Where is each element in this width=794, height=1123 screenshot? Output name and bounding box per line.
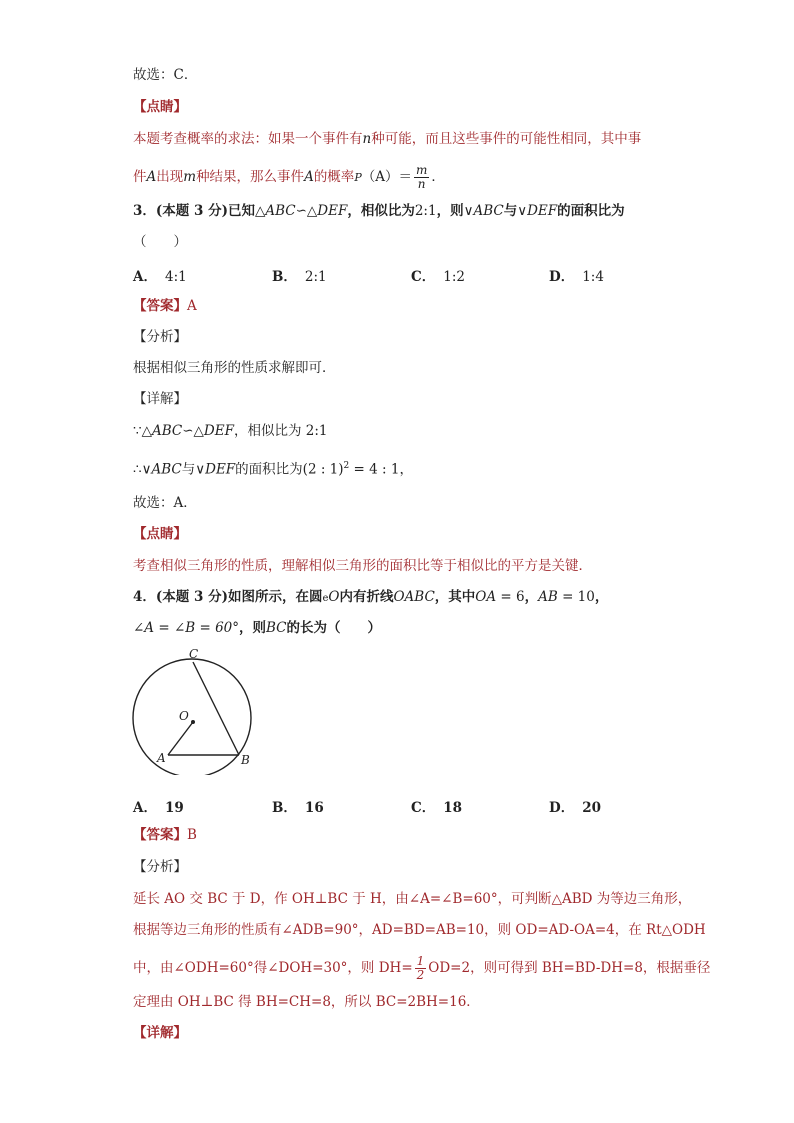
q4-fenxi-3: 中，由∠ODH=60°得∠DOH=30°，则 DH= $\frac{1}{2}$ OD=2，则可得到 BH=BD-DH=8，根据垂径 — [133, 954, 711, 982]
q4-fenxi-tag: 【分析】 — [133, 859, 187, 875]
q4-answer: 【答案】B — [133, 827, 197, 843]
q4-option-d: D． 20 — [549, 800, 602, 816]
q4-stem-1: 4．(本题 3 分)如图所示，在圆eO内有折线OABC，其中OA = 6，AB = 10， — [133, 589, 609, 605]
q3-stem: 3．(本题 3 分)已知△ABC∽△DEF，相似比为2:1，则∨ABC与∨DEF的面积比为 — [133, 203, 625, 219]
circle-figure — [125, 640, 265, 775]
q3-detail-1: ∵△ABC∽△DEF，相似比为 2:1 — [133, 423, 328, 439]
half-fraction: $\frac{1}{2}$ — [416, 954, 425, 982]
q3-option-d: D． 1:4 — [549, 269, 604, 285]
q3-dianjing: 考查相似三角形的性质，理解相似三角形的面积比等于相似比的平方是关键． — [133, 558, 592, 574]
q4-stem-2: ∠A = ∠B = 60°，则BC的长为（ ） — [133, 620, 382, 636]
q3-answer: 【答案】A — [133, 298, 197, 314]
dianjing-line-2: 件A出现m种结果，那么事件A的概率P（A）＝ $\frac{m}{n}$ ． — [133, 163, 445, 191]
dianjing-line-1: 本题考查概率的求法：如果一个事件有n种可能，而且这些事件的可能性相同，其中事 — [133, 131, 642, 147]
label-c: C — [189, 647, 199, 661]
q4-fenxi-2: 根据等边三角形的性质有∠ADB=90°，AD=BD=AB=10，则 OD=AD-OA=4，在 Rt△ODH — [133, 922, 706, 938]
q3-xiangjie-tag: 【详解】 — [133, 391, 187, 407]
label-b: B — [241, 753, 250, 767]
q3-option-a: A． 4:1 — [133, 269, 187, 285]
q3-detail-2: ∴∨ABC与∨DEF的面积比为(2 : 1)$^2$ = 4 : 1， — [133, 461, 413, 478]
q3-fenxi: 根据相似三角形的性质求解即可． — [133, 360, 336, 376]
label-o: O — [179, 709, 189, 723]
q4-fenxi-1: 延长 AO 交 BC 于 D，作 OH⊥BC 于 H，由∠A=∠B=60°，可判断△ABD 为等边三角形， — [133, 891, 692, 907]
q3-option-b: B． 2:1 — [272, 269, 327, 285]
q3-fenxi-tag: 【分析】 — [133, 329, 187, 345]
q3-paren: （ ） — [133, 234, 187, 250]
q3-choice: 故选：A． — [133, 495, 197, 511]
q4-xiangjie-tag: 【详解】 — [133, 1025, 187, 1041]
q3-dianjing-tag: 【点睛】 — [133, 526, 187, 542]
circle-o — [133, 659, 251, 775]
q4-option-a: A． 19 — [133, 800, 184, 816]
q3-option-c: C． 1:2 — [411, 269, 465, 285]
label-a: A — [157, 751, 166, 765]
segment-oa — [168, 722, 193, 755]
segment-bc — [193, 662, 239, 755]
q4-option-c: C． 18 — [411, 800, 463, 816]
dianjing-tag: 【点睛】 — [133, 99, 187, 115]
choice-line: 故选：C． — [133, 67, 198, 83]
q4-option-b: B． 16 — [272, 800, 324, 816]
center-point-o — [191, 720, 195, 724]
q4-fenxi-4: 定理由 OH⊥BC 得 BH=CH=8，所以 BC=2BH=16． — [133, 994, 480, 1010]
probability-fraction: $\frac{m}{n}$ — [415, 163, 428, 191]
